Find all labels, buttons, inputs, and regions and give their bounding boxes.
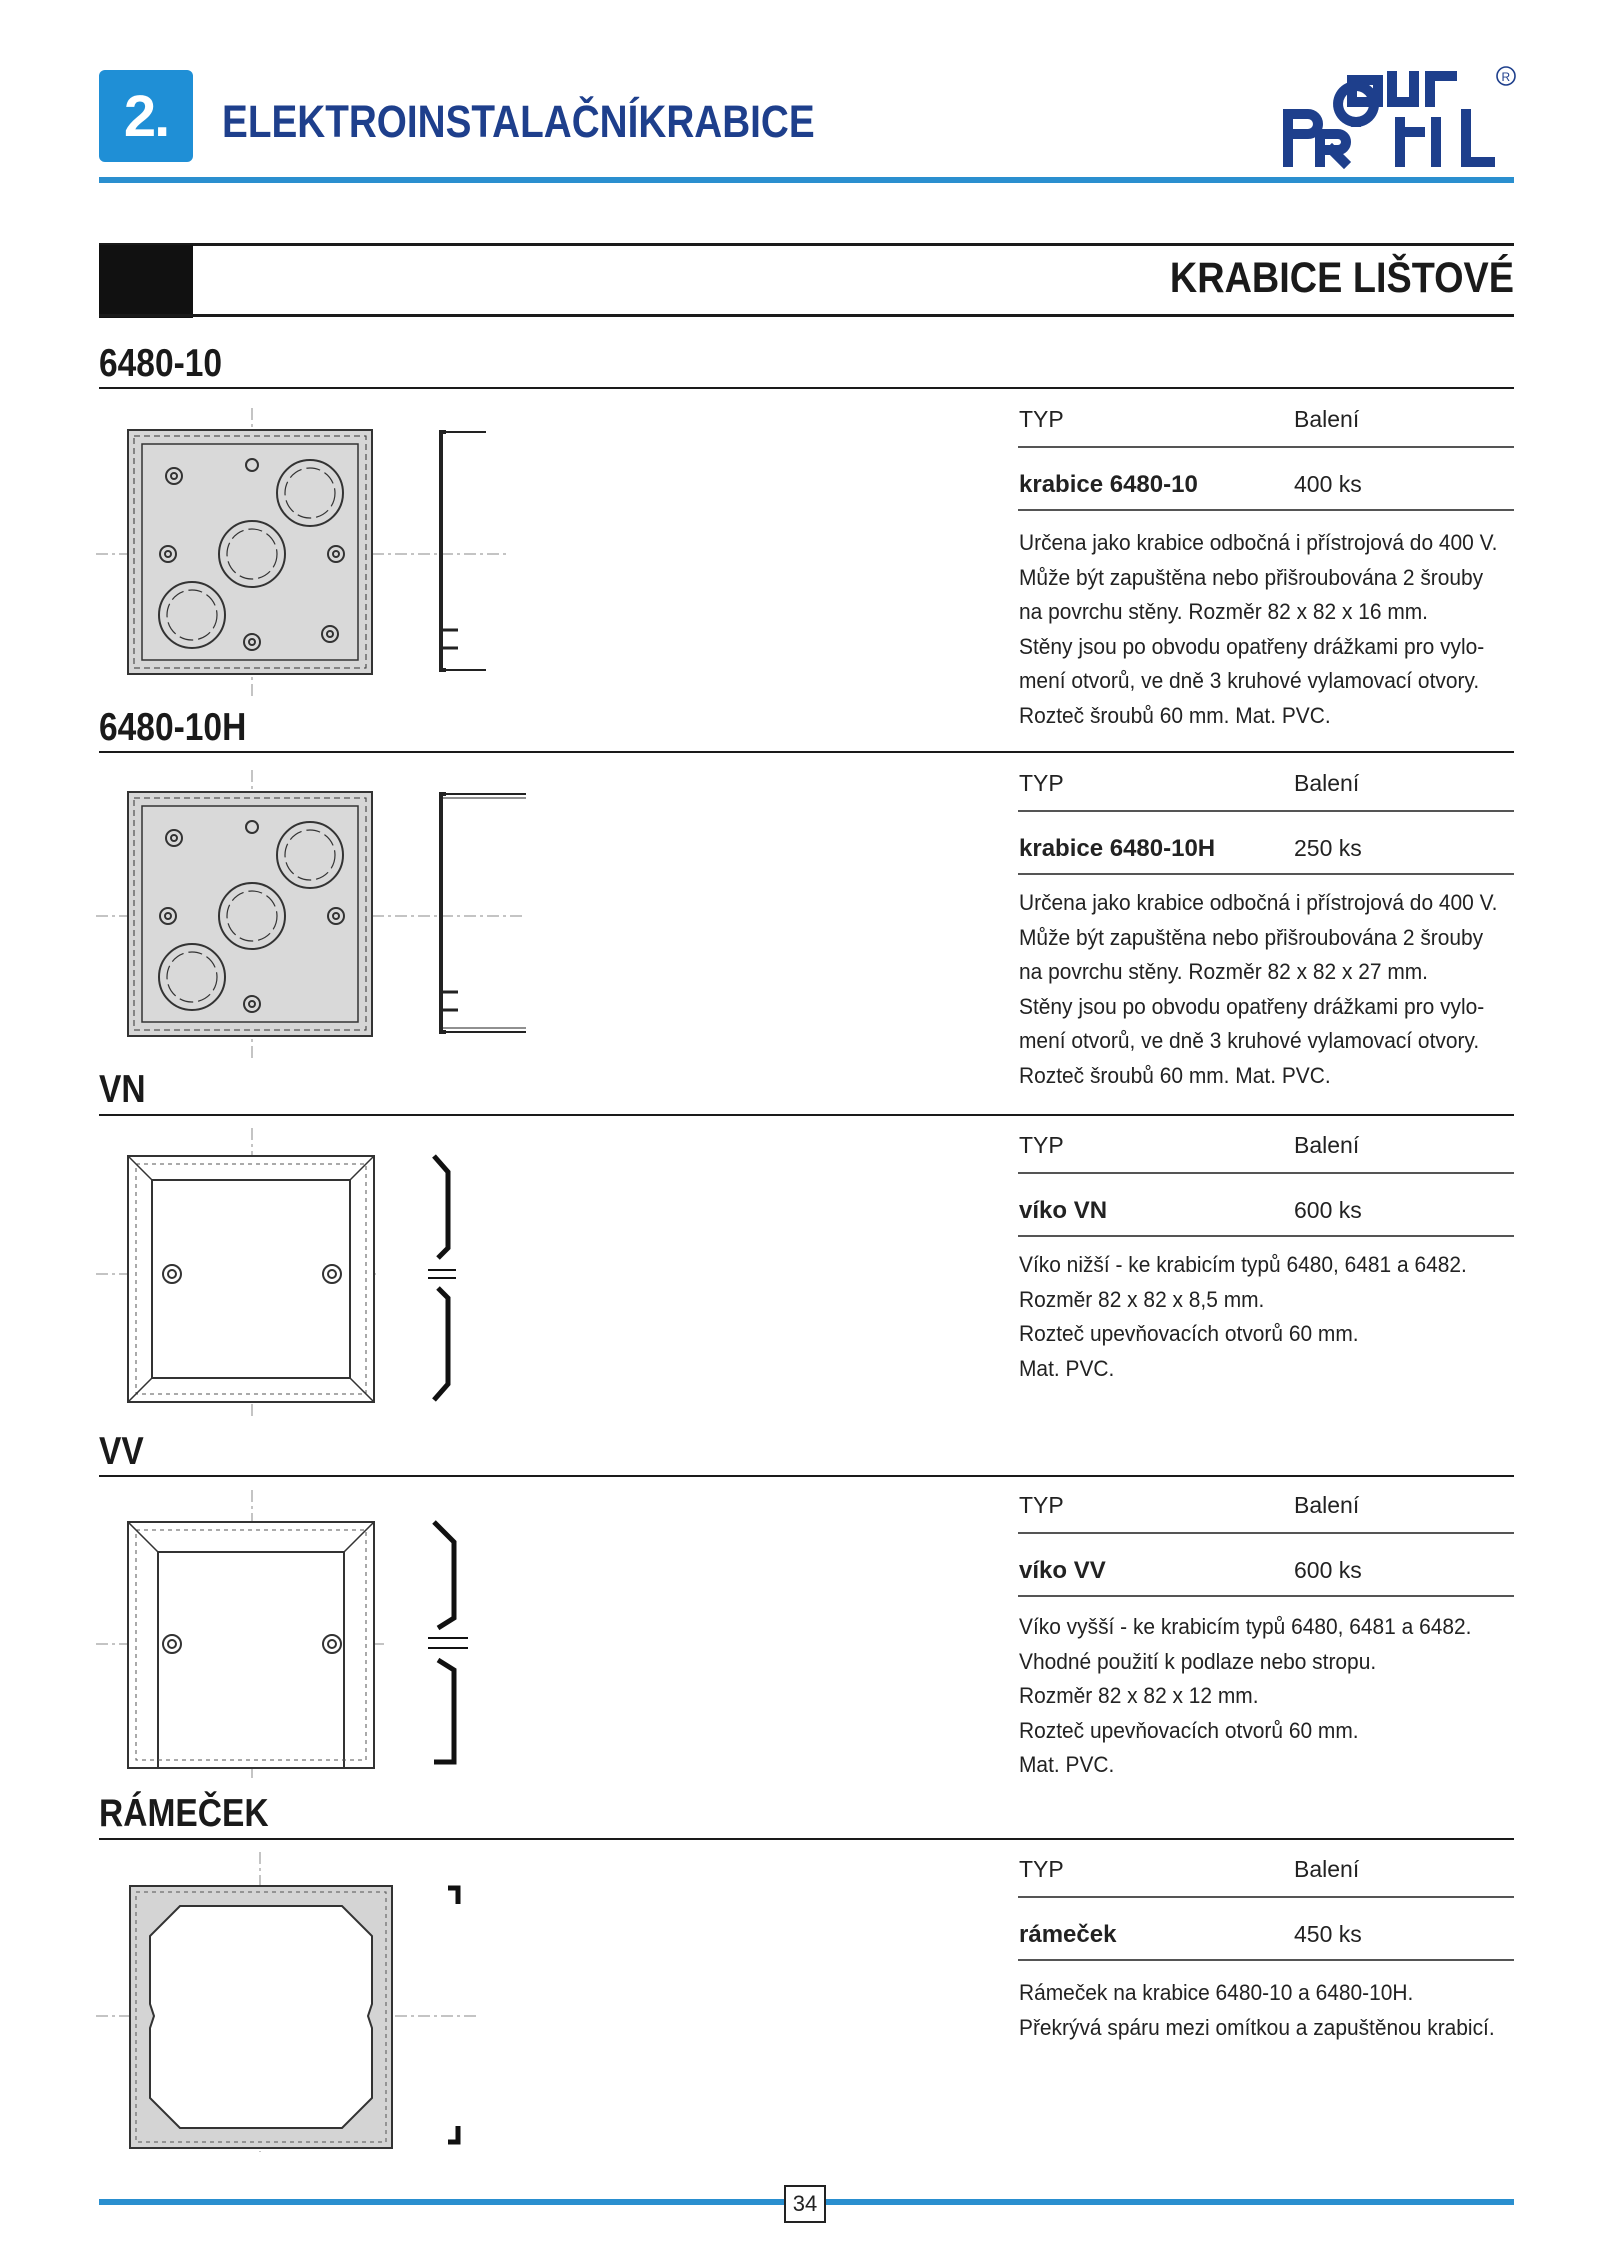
frame-ramecek-front-drawing	[96, 1852, 496, 2152]
product-rule	[99, 1114, 1514, 1116]
table-rule	[1018, 1532, 1514, 1534]
table-cell-pack: 450 ks	[1294, 1921, 1362, 1947]
table-header-pack: Balení	[1294, 1492, 1360, 1518]
table-header-pack: Balení	[1294, 1856, 1360, 1882]
chapter-number-badge: 2.	[99, 70, 193, 162]
section-band-marker	[99, 245, 193, 318]
table-rule	[1018, 1959, 1514, 1961]
table-header-pack: Balení	[1294, 406, 1360, 432]
table-rule	[1018, 873, 1514, 875]
table-header-pack: Balení	[1294, 770, 1360, 796]
table-cell-type: víko VV	[1019, 1557, 1106, 1584]
product-heading: VN	[99, 1068, 146, 1111]
product-rule	[99, 387, 1514, 389]
table-cell-pack: 250 ks	[1294, 835, 1362, 861]
lid-vn-front-drawing	[96, 1128, 496, 1418]
product-rule	[99, 1475, 1514, 1477]
table-header-type: TYP	[1019, 1856, 1064, 1882]
table-rule	[1018, 509, 1514, 511]
table-header-type: TYP	[1019, 1492, 1064, 1518]
table-cell-type: rámeček	[1019, 1921, 1117, 1948]
product-description: Víko nižší - ke krabicím typů 6480, 6481 a 6482. Rozměr 82 x 82 x 8,5 mm. Rozteč upevňovacích otvorů 60 mm. Mat. PVC.	[1019, 1252, 1467, 1381]
section-band-top-rule	[99, 243, 1514, 246]
page-number: 34	[784, 2185, 826, 2223]
table-header-type: TYP	[1019, 770, 1064, 796]
table-header-type: TYP	[1019, 1132, 1064, 1158]
chapter-title: ELEKTROINSTALAČNÍKRABICE	[222, 96, 815, 147]
table-header-pack: Balení	[1294, 1132, 1360, 1158]
box-6480-10H-front-drawing	[96, 770, 536, 1060]
header-rule	[99, 177, 1514, 183]
product-heading: 6480-10H	[99, 706, 247, 749]
product-description: Víko vyšší - ke krabicím typů 6480, 6481 a 6482. Vhodné použití k podlaze nebo stropu. Rozměr 82 x 82 x 12 mm. Rozteč upevňovacích otvorů 60 mm. Mat. PVC.	[1019, 1614, 1472, 1778]
table-rule	[1018, 446, 1514, 448]
table-rule	[1018, 810, 1514, 812]
svg-text:R: R	[1501, 70, 1511, 84]
product-heading: VV	[99, 1430, 144, 1473]
table-rule	[1018, 1235, 1514, 1237]
product-rule	[99, 1838, 1514, 1840]
table-cell-pack: 400 ks	[1294, 471, 1362, 497]
table-cell-type: krabice 6480-10H	[1019, 835, 1216, 862]
product-description: Určena jako krabice odbočná i přístrojová do 400 V. Může být zapuštěna nebo přišroubována 2 šrouby na povrchu stěny. Rozměr 82 x 82 x 16 mm. Stěny jsou po obvodu opatřeny drážkami pro vylo- mení otvorů, ve dně 3 kruhové vylamovací otvory. Rozteč šroubů 60 mm. Mat. PVC.	[1019, 530, 1498, 728]
product-description: Rámeček na krabice 6480-10 a 6480-10H. Překrývá spáru mezi omítkou a zapuštěnou krabicí.	[1019, 1980, 1495, 2040]
lid-vv-front-drawing	[96, 1490, 496, 1780]
section-title: KRABICE LIŠTOVÉ	[1169, 254, 1514, 302]
section-band-bottom-rule	[99, 314, 1514, 317]
product-heading: 6480-10	[99, 342, 223, 385]
table-rule	[1018, 1896, 1514, 1898]
table-cell-pack: 600 ks	[1294, 1557, 1362, 1583]
polyprofil-logo	[1280, 62, 1520, 172]
table-rule	[1018, 1595, 1514, 1597]
table-cell-pack: 600 ks	[1294, 1197, 1362, 1223]
box-6480-10-front-drawing	[96, 408, 516, 698]
product-rule	[99, 751, 1514, 753]
table-cell-type: krabice 6480-10	[1019, 471, 1198, 498]
product-description: Určena jako krabice odbočná i přístrojová do 400 V. Může být zapuštěna nebo přišroubována 2 šrouby na povrchu stěny. Rozměr 82 x 82 x 27 mm. Stěny jsou po obvodu opatřeny drážkami pro vylo- mení otvorů, ve dně 3 kruhové vylamovací otvory. Rozteč šroubů 60 mm. Mat. PVC.	[1019, 890, 1498, 1088]
product-heading: RÁMEČEK	[99, 1792, 269, 1835]
table-rule	[1018, 1172, 1514, 1174]
table-header-type: TYP	[1019, 406, 1064, 432]
table-cell-type: víko VN	[1019, 1197, 1108, 1224]
